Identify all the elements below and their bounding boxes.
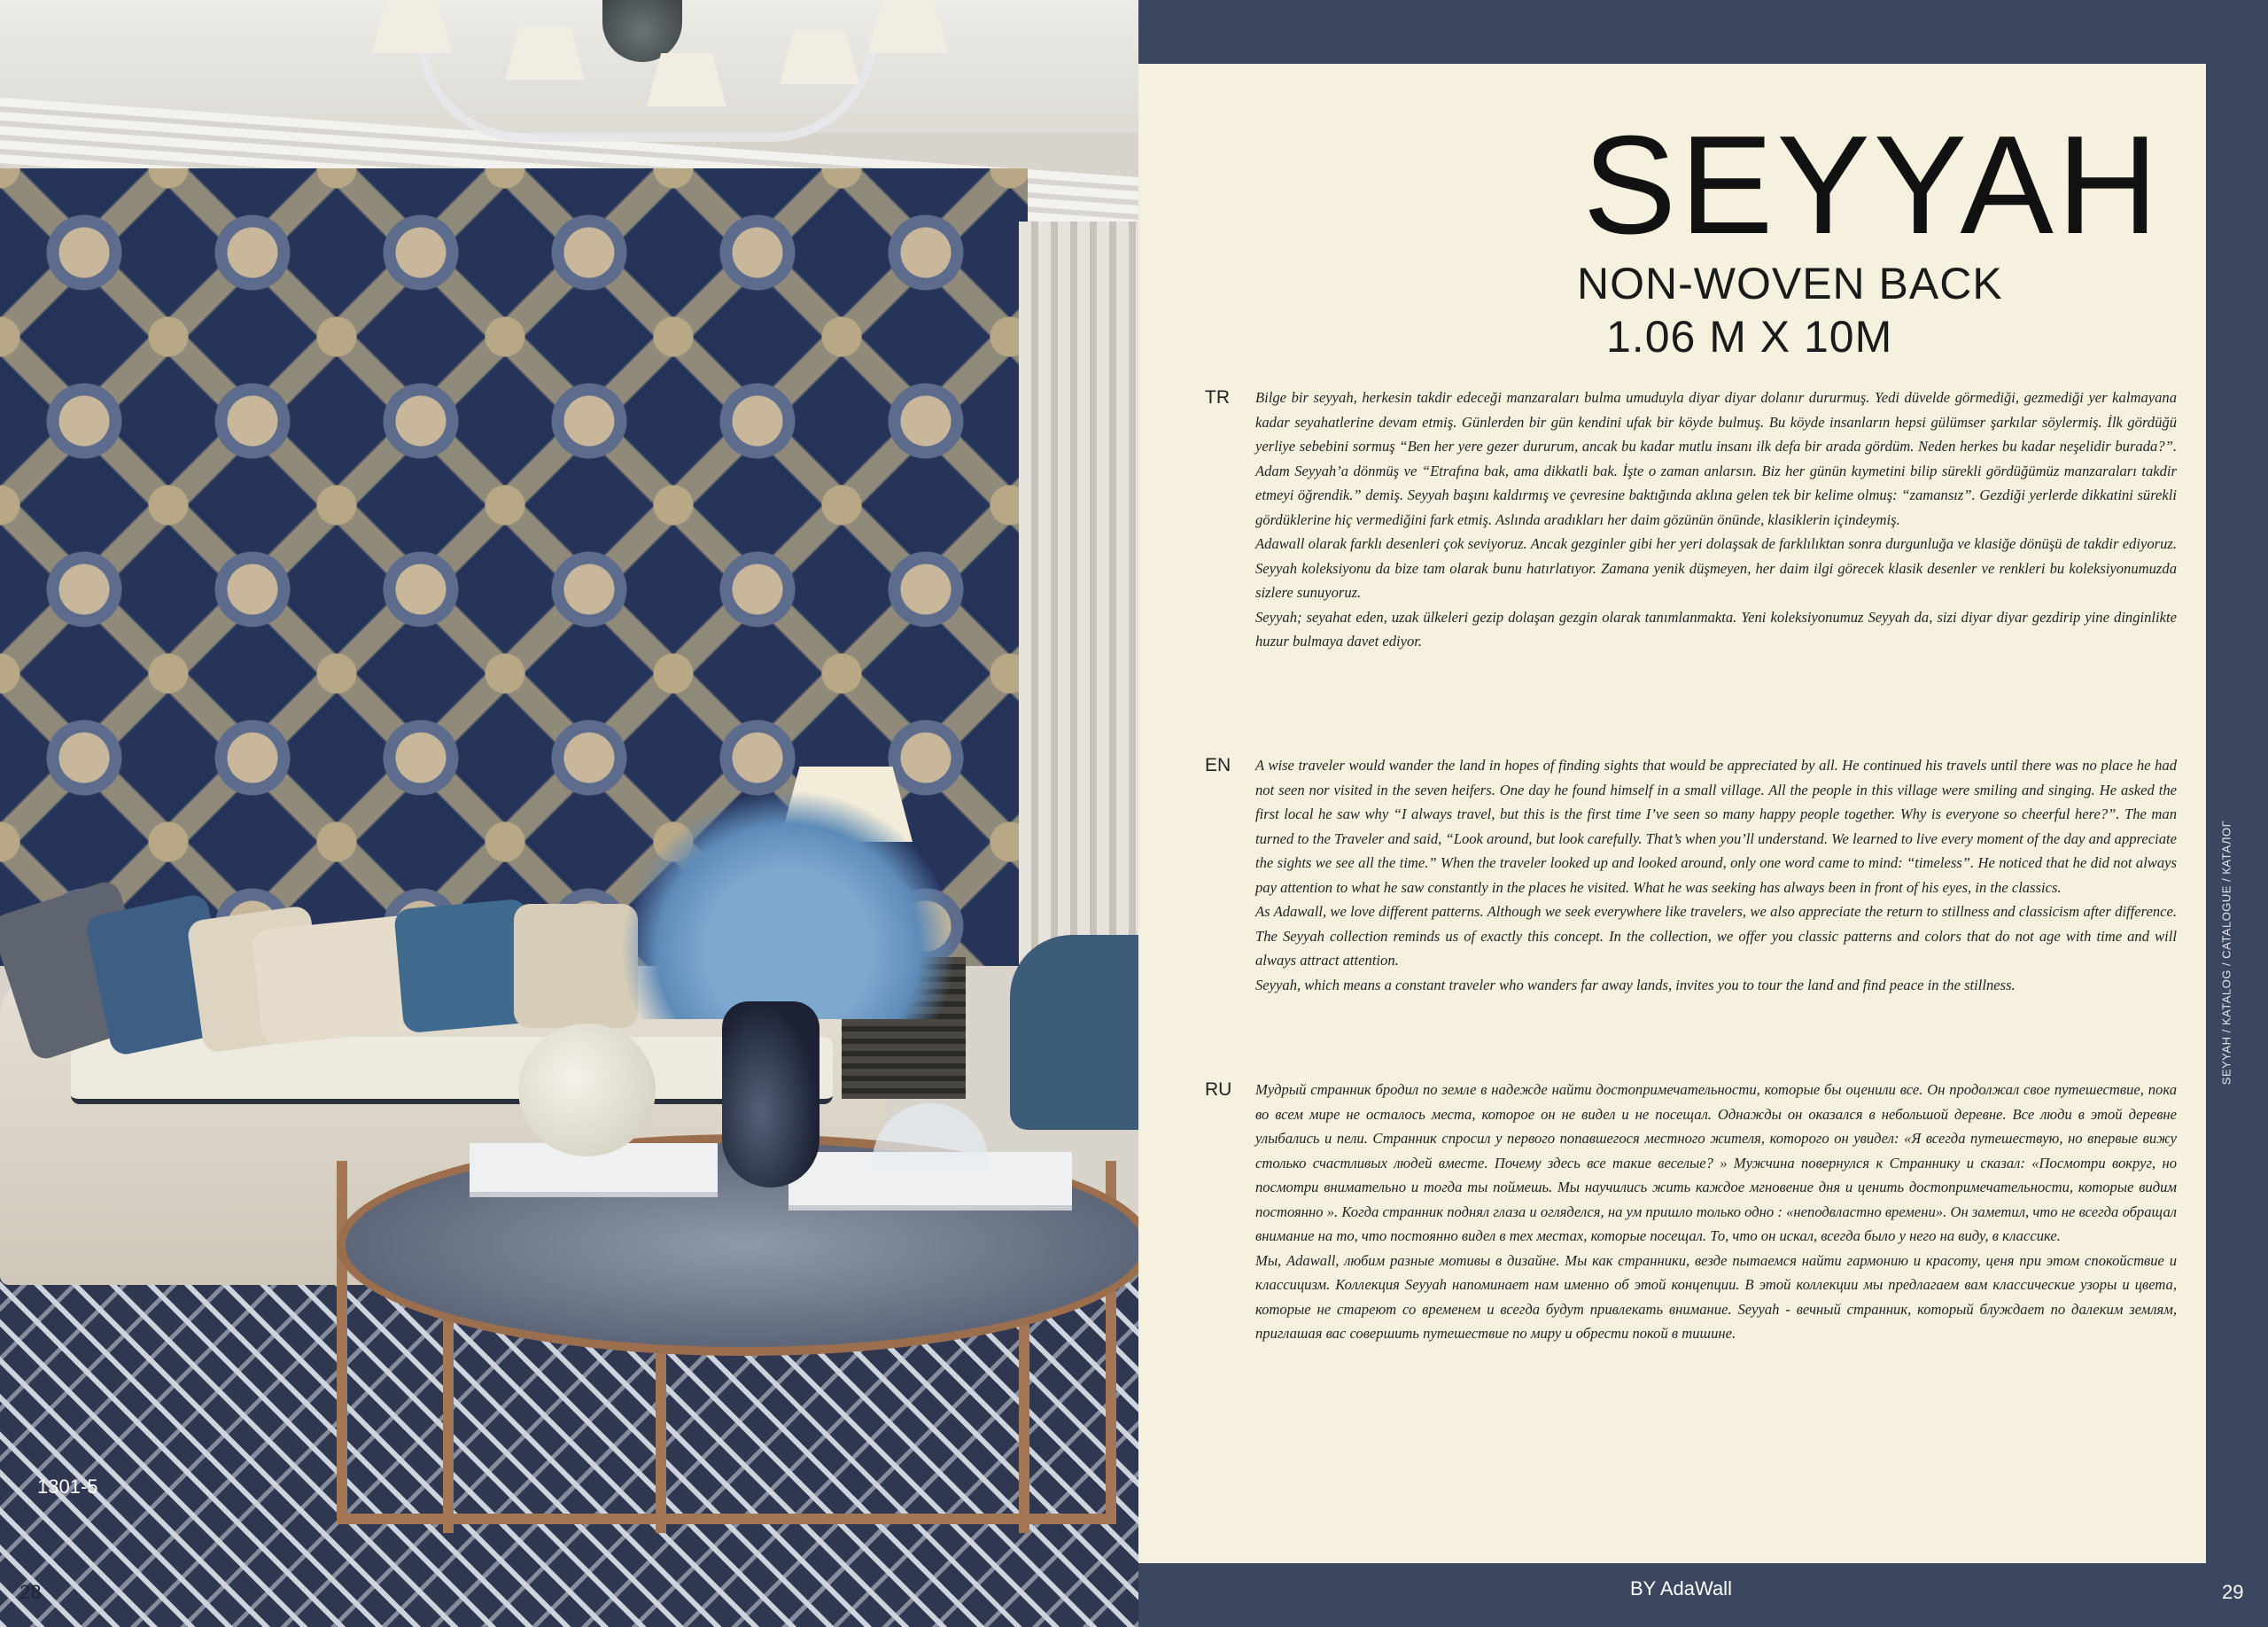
paragraph: Bilge bir seyyah, herkesin takdir edeceği manzaraları bulma umuduyla diyar diyar dolanır dururmuş. Yedi düvelde görmediği, gezmediği yer kalmayana kadar seyahatlerine devam etmiş. Günlerden bir gün kendini ufak bir köyde bulmuş. Bu köyde insanların hepsi gülümser şarkılar söylermiş. İlk gördüğü yerliye sebebini sormuş “Ben her yere gezer dururum, ancak bu kadar mutlu insanı ilk defa bir arada gördüm. Neden herkes bu kadar neşelidir burada?”. Adam Seyyah’a dönmüş ve “Etrafına bak, ama dikkatli bak. İşte o zaman anlarsın. Biz her günün kıymetini bilip sürekli gördüğümüz manzaraları takdir etmeyi öğrendik.” demiş. Seyyah başını kaldırmış ve çevresine baktığında aklına gelen tek bir kelime olmuş: “zamansız”. Gezdiği yerlerde dikkatini sürekli gördüklerine hiç vermediğini fark etmiş. Aslında aradıkları her daim gözünün önünde, klasiklerin içindeymiş.	[1255, 389, 2177, 528]
decorative-sphere	[518, 1024, 656, 1156]
page-number-left: 28	[19, 1581, 42, 1603]
description-ru	[1255, 1078, 2177, 1346]
chandelier-shade	[505, 27, 585, 80]
footer-brand: BY AdaWall	[1630, 1577, 1732, 1600]
armchair	[1010, 935, 1138, 1130]
description-en	[1255, 753, 2177, 997]
backing-type: NON-WOVEN BACK	[1577, 259, 2003, 308]
language-label-en: EN	[1205, 755, 1231, 775]
curtain	[1019, 222, 1138, 1019]
collection-title: SEYYAH	[1582, 107, 2162, 263]
cushion	[514, 904, 638, 1028]
paragraph: Мы, Adawall, любим разные мотивы в дизайне. Мы как странники, везде пытаемся найти гармонию и красоту, ценя при этом спокойствие и классицизм. Коллекция Seyyah напоминает нам именно об этой концепции. В этой коллекции мы предлагаем вам классические узоры и цвета, которые не стареют со временем и всегда будут привлекать внимание. Seyyah - вечный странник, который блуждает по далеким землям, приглашая вас совершить путешествие по миру и обрести покой в тишине.	[1255, 1251, 2177, 1342]
product-code: 1301-5	[37, 1475, 98, 1498]
sofa-seat	[71, 1037, 833, 1104]
description-tr	[1255, 385, 2177, 654]
glass-dome	[873, 1103, 988, 1170]
paragraph: As Adawall, we love different patterns. Although we seek everywhere like travelers, we also appreciate the return to stillness and classicism after difference. The Seyyah collection reminds us of exactly this concept. In the collection, we offer you classic patterns and colors that do not age with time and will always attract attention.	[1255, 903, 2177, 969]
chandelier-shade	[372, 0, 452, 53]
language-label-ru: RU	[1205, 1079, 1232, 1100]
paragraph: Мудрый странник бродил по земле в надежде найти достопримечательности, которые бы оценили все. Он продолжал свое путешествие, пока во всем мире не осталось места, которое он не видел и не посещал. Однажды он оказался в небольшой деревне. Все люди в этой деревне улыбались и пели. Странник спросил у первого попавшегося местного жителя, которого он увидел: «Я всегда путешествую, но впервые вижу столько счастливых людей вместе. Почему здесь все такие веселые? » Мужчина повернулся к Страннику и сказал: «Посмотри вокруг, но посмотри внимательно и тогда ты поймешь. Мы научились жить каждое мгновение дня и ценить достопримечательности, которые видим постоянно ». Когда странник поднял глаза и огляделся, на ум пришло только одно : «неподвластно времени». Он заметил, что не всегда обращал внимание на то, что постоянно видел в тех местах, которые посещал. То, что он искал, всегда было у него на виду, в классике.	[1255, 1081, 2177, 1244]
vase	[722, 1001, 819, 1187]
chandelier-shade	[868, 0, 948, 53]
roll-dimensions: 1.06 M X 10M	[1606, 312, 1893, 362]
paragraph: Seyyah; seyahat eden, uzak ülkeleri gezip dolaşan gezgin olarak tanımlanmakta. Yeni koleksiyonumuz Seyyah da, sizi diyar diyar gezdirip yine dinginlikte huzur bulmaya davet ediyor.	[1255, 608, 2177, 650]
side-caption: SEYYAH / KATALOG / CATALOGUE / КАТАЛОГ	[2219, 820, 2233, 1086]
paragraph: Adawall olarak farklı desenleri çok seviyoruz. Ancak gezginler gibi her yeri dolaşsak de farklılıktan sonra durgunluğa ve klasiğe dönüşü de takdir ediyoruz. Seyyah koleksiyonu da bize tam olarak bunu hatırlatıyor. Zamana yenik düşmeyen, her daim ilgi görecek klasik desenler ve renkleri bu koleksiyonumuzda sizlere sunuyoruz.	[1255, 535, 2177, 601]
page-number-right: 29	[2222, 1581, 2244, 1603]
paragraph: Seyyah, which means a constant traveler who wanders far away lands, invites you to tour the land and find peace in the stillness.	[1255, 976, 2016, 993]
language-label-tr: TR	[1205, 387, 1230, 408]
paragraph: A wise traveler would wander the land in hopes of finding sights that would be appreciated by all. He continued his travels until there was no place he had not seen nor visited in the seven heifers. One day he found himself in a small village. All the people in this village were smiling and singing. He asked the first local he saw why “I always travel, but this is the first time I’ve seen so many happy people together. Why is everyone so cheerful here?”. The man turned to the Traveler and said, “Look around, but look carefully. That’s when you’ll understand. We learned to live every moment of the day and appreciate the sights we see all the time.” When the traveler looked up and looked around, only one word came to mind: “timeless”. He noticed that he did not always pay attention to what he saw constantly in the places he visited. What he was seeking has always been in front of his eyes, in the classics.	[1255, 757, 2177, 896]
blue-plant	[620, 789, 957, 1019]
chandelier	[337, 0, 957, 177]
